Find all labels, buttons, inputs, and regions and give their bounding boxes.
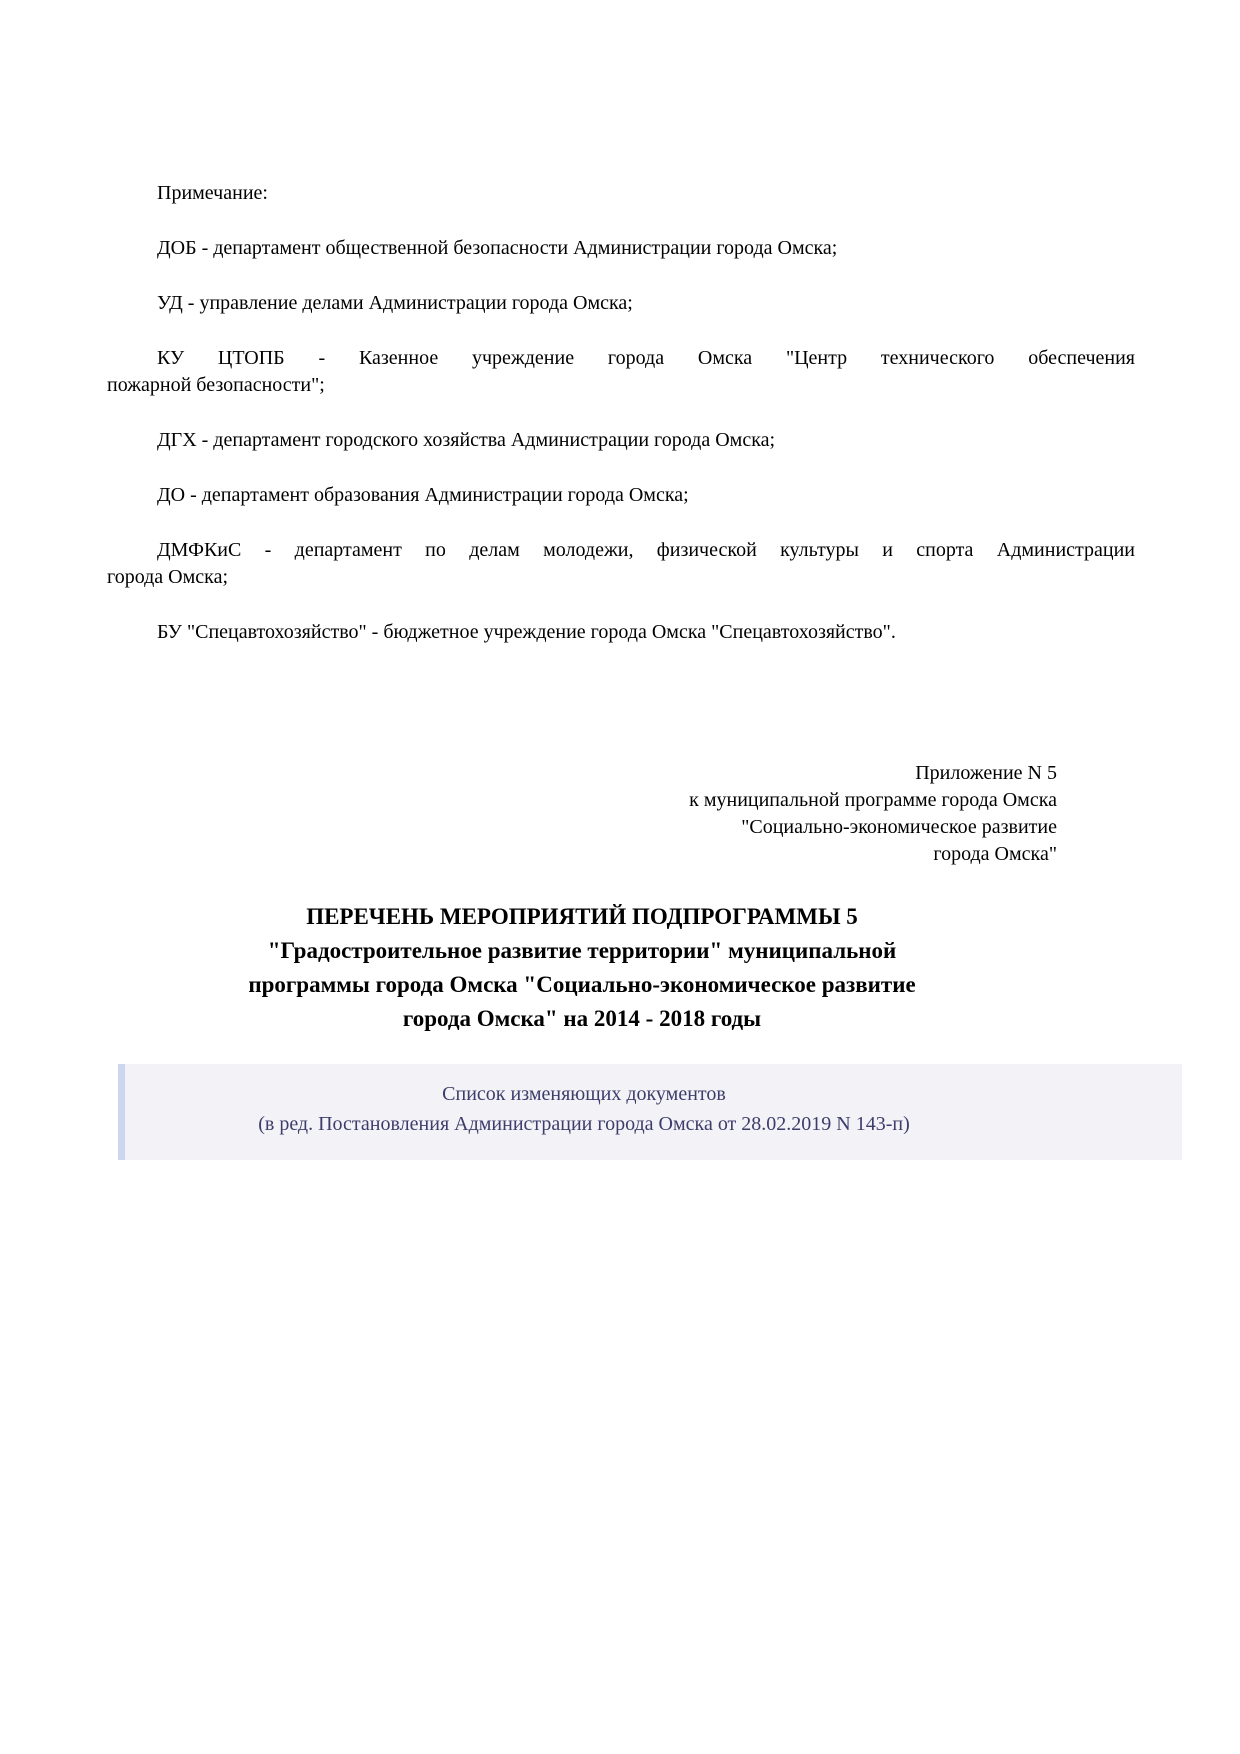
amendments-box <box>118 1064 1182 1160</box>
title-line: программы города Омска "Социально-экономическое развитие <box>248 972 916 997</box>
title-line: "Градостроительное развитие территории" муниципальной <box>267 938 897 963</box>
paragraph-line: ДГХ - департамент городского хозяйства Администрации города Омска; <box>157 429 776 451</box>
paragraph-line: ДМФКиС - департамент по делам молодежи, физической культуры и спорта Администрации <box>157 539 1135 561</box>
appendix-line: "Социально-экономическое развитие <box>741 816 1057 838</box>
definition-dmfkis <box>107 537 1135 591</box>
note-heading: Примечание: <box>157 182 268 204</box>
appendix-block <box>107 760 1057 868</box>
definition-do <box>107 482 1135 509</box>
paragraph-line: ДОБ - департамент общественной безопасности Администрации города Омска; <box>157 237 838 259</box>
appendix-line: к муниципальной программе города Омска <box>689 789 1057 811</box>
paragraph-line: УД - управление делами Администрации города Омска; <box>157 292 633 314</box>
definition-dob <box>107 235 1135 262</box>
paragraph-line: пожарной безопасности"; <box>107 374 325 396</box>
definition-ud <box>107 290 1135 317</box>
amendments-line: (в ред. Постановления Администрации города Омска от 28.02.2019 N 143-п) <box>258 1113 910 1135</box>
definition-dgh <box>107 427 1135 454</box>
paragraph-line: БУ "Спецавтохозяйство" - бюджетное учреждение города Омска "Спецавтохозяйство". <box>157 621 896 643</box>
appendix-line: Приложение N 5 <box>915 762 1057 784</box>
paragraph-line: КУ ЦТОПБ - Казенное учреждение города Омска "Центр технического обеспечения <box>157 347 1135 369</box>
amendments-box-text <box>125 1079 1043 1139</box>
definition-ku-ctopb <box>107 345 1135 399</box>
definition-bu <box>107 619 1135 646</box>
paragraph-line: ДО - департамент образования Администрации города Омска; <box>157 484 689 506</box>
title-line: ПЕРЕЧЕНЬ МЕРОПРИЯТИЙ ПОДПРОГРАММЫ 5 <box>306 904 858 929</box>
appendix-line: города Омска" <box>933 843 1057 865</box>
definitions-section <box>0 0 1240 646</box>
note-heading-paragraph <box>107 180 1135 207</box>
paragraph-line: города Омска; <box>107 566 229 588</box>
title-line: города Омска" на 2014 - 2018 годы <box>402 1006 762 1031</box>
page-title <box>107 900 1057 1036</box>
amendments-line: Список изменяющих документов <box>442 1083 726 1105</box>
